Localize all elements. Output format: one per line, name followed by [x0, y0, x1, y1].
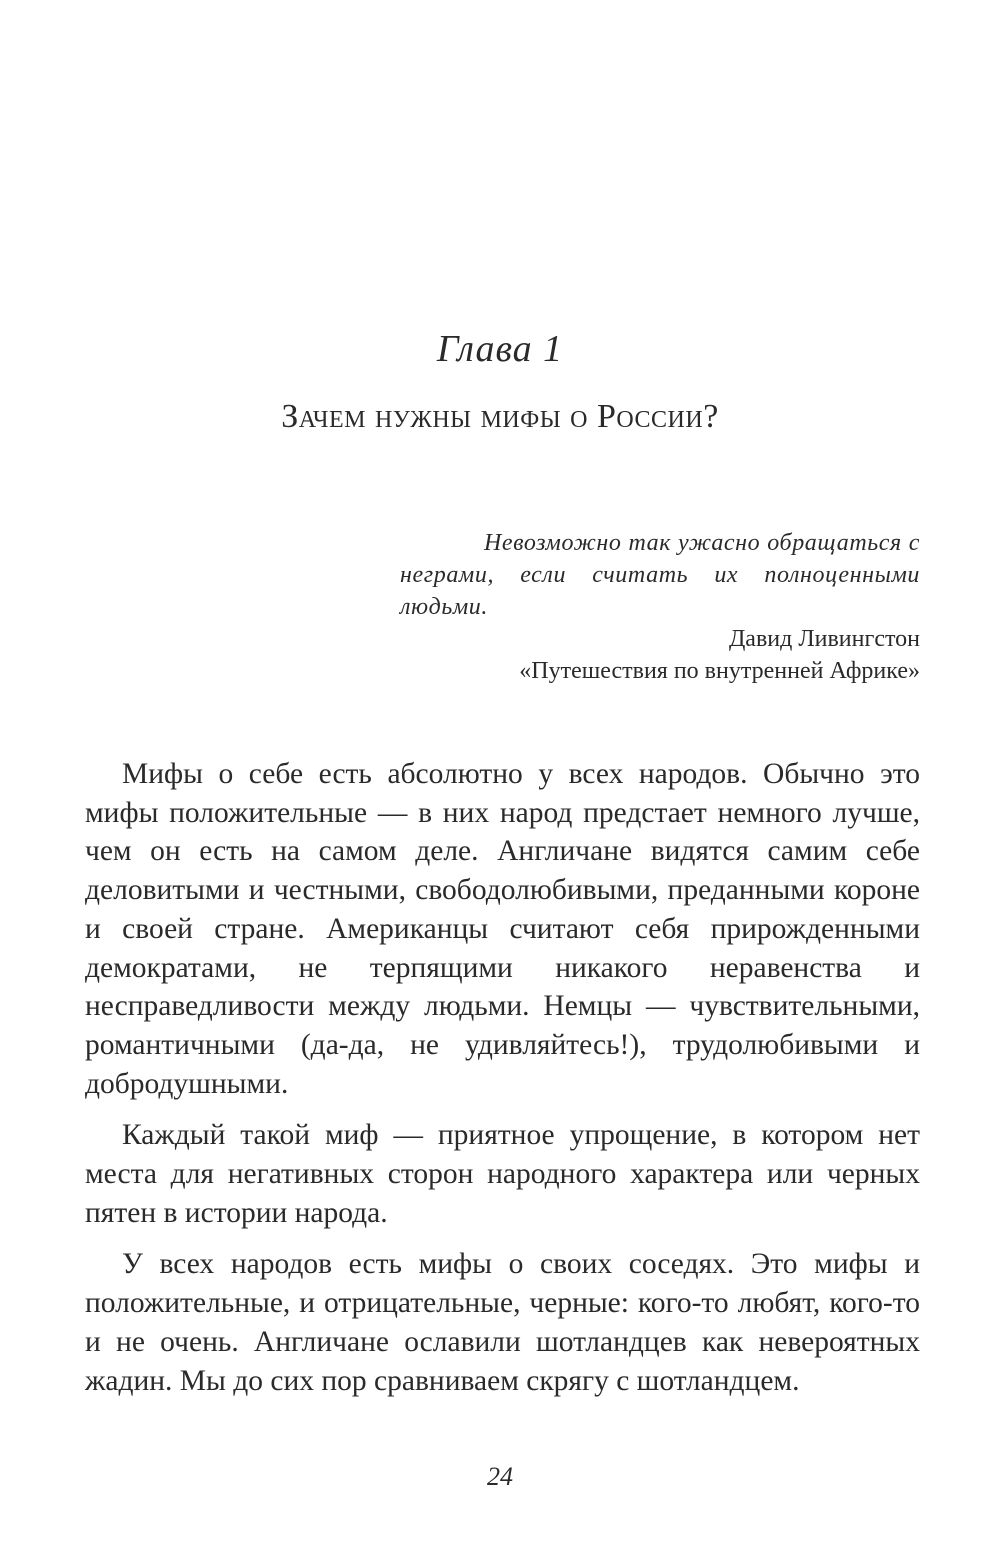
epigraph-author: Давид Ливингстон	[728, 626, 920, 652]
paragraph: У всех народов есть мифы о своих соседях. Это мифы и положительные, и отрицательные, черные: кого-то любят, кого-то и не очень. Англичане ославили шотландцев как невероятных жадин. Мы до сих пор сравниваем скрягу с шотландцем.	[85, 1248, 920, 1397]
epigraph	[400, 527, 920, 687]
epigraph-quote: Невозможно так ужасно обращаться с неграми, если считать их полноценными людьми.	[400, 530, 920, 620]
chapter-label: Глава 1	[436, 328, 564, 370]
page-number: 24	[487, 1462, 513, 1491]
paragraph: Каждый такой миф — приятное упрощение, в котором нет места для негативных сторон народного характера или черных пятен в истории народа.	[85, 1119, 920, 1229]
paragraph: Мифы о себе есть абсолютно у всех народов. Обычно это мифы положительные — в них народ предстает немного лучше, чем он есть на самом деле. Англичане видятся самим себе деловитыми и честными, свободолюбивыми, преданными короне и своей стране. Американцы считают себя прирожденными демократами, не терпящими никакого неравенства и несправедливости между людьми. Немцы — чувствительными, романтичными (да-да, не удивляйтесь!), трудолюбивыми и добродушными.	[85, 758, 920, 1100]
epigraph-source: «Путешествия по внутренней Африке»	[519, 658, 920, 684]
body-text	[85, 755, 920, 1413]
chapter-title: Зачем нужны мифы о России?	[281, 398, 719, 435]
